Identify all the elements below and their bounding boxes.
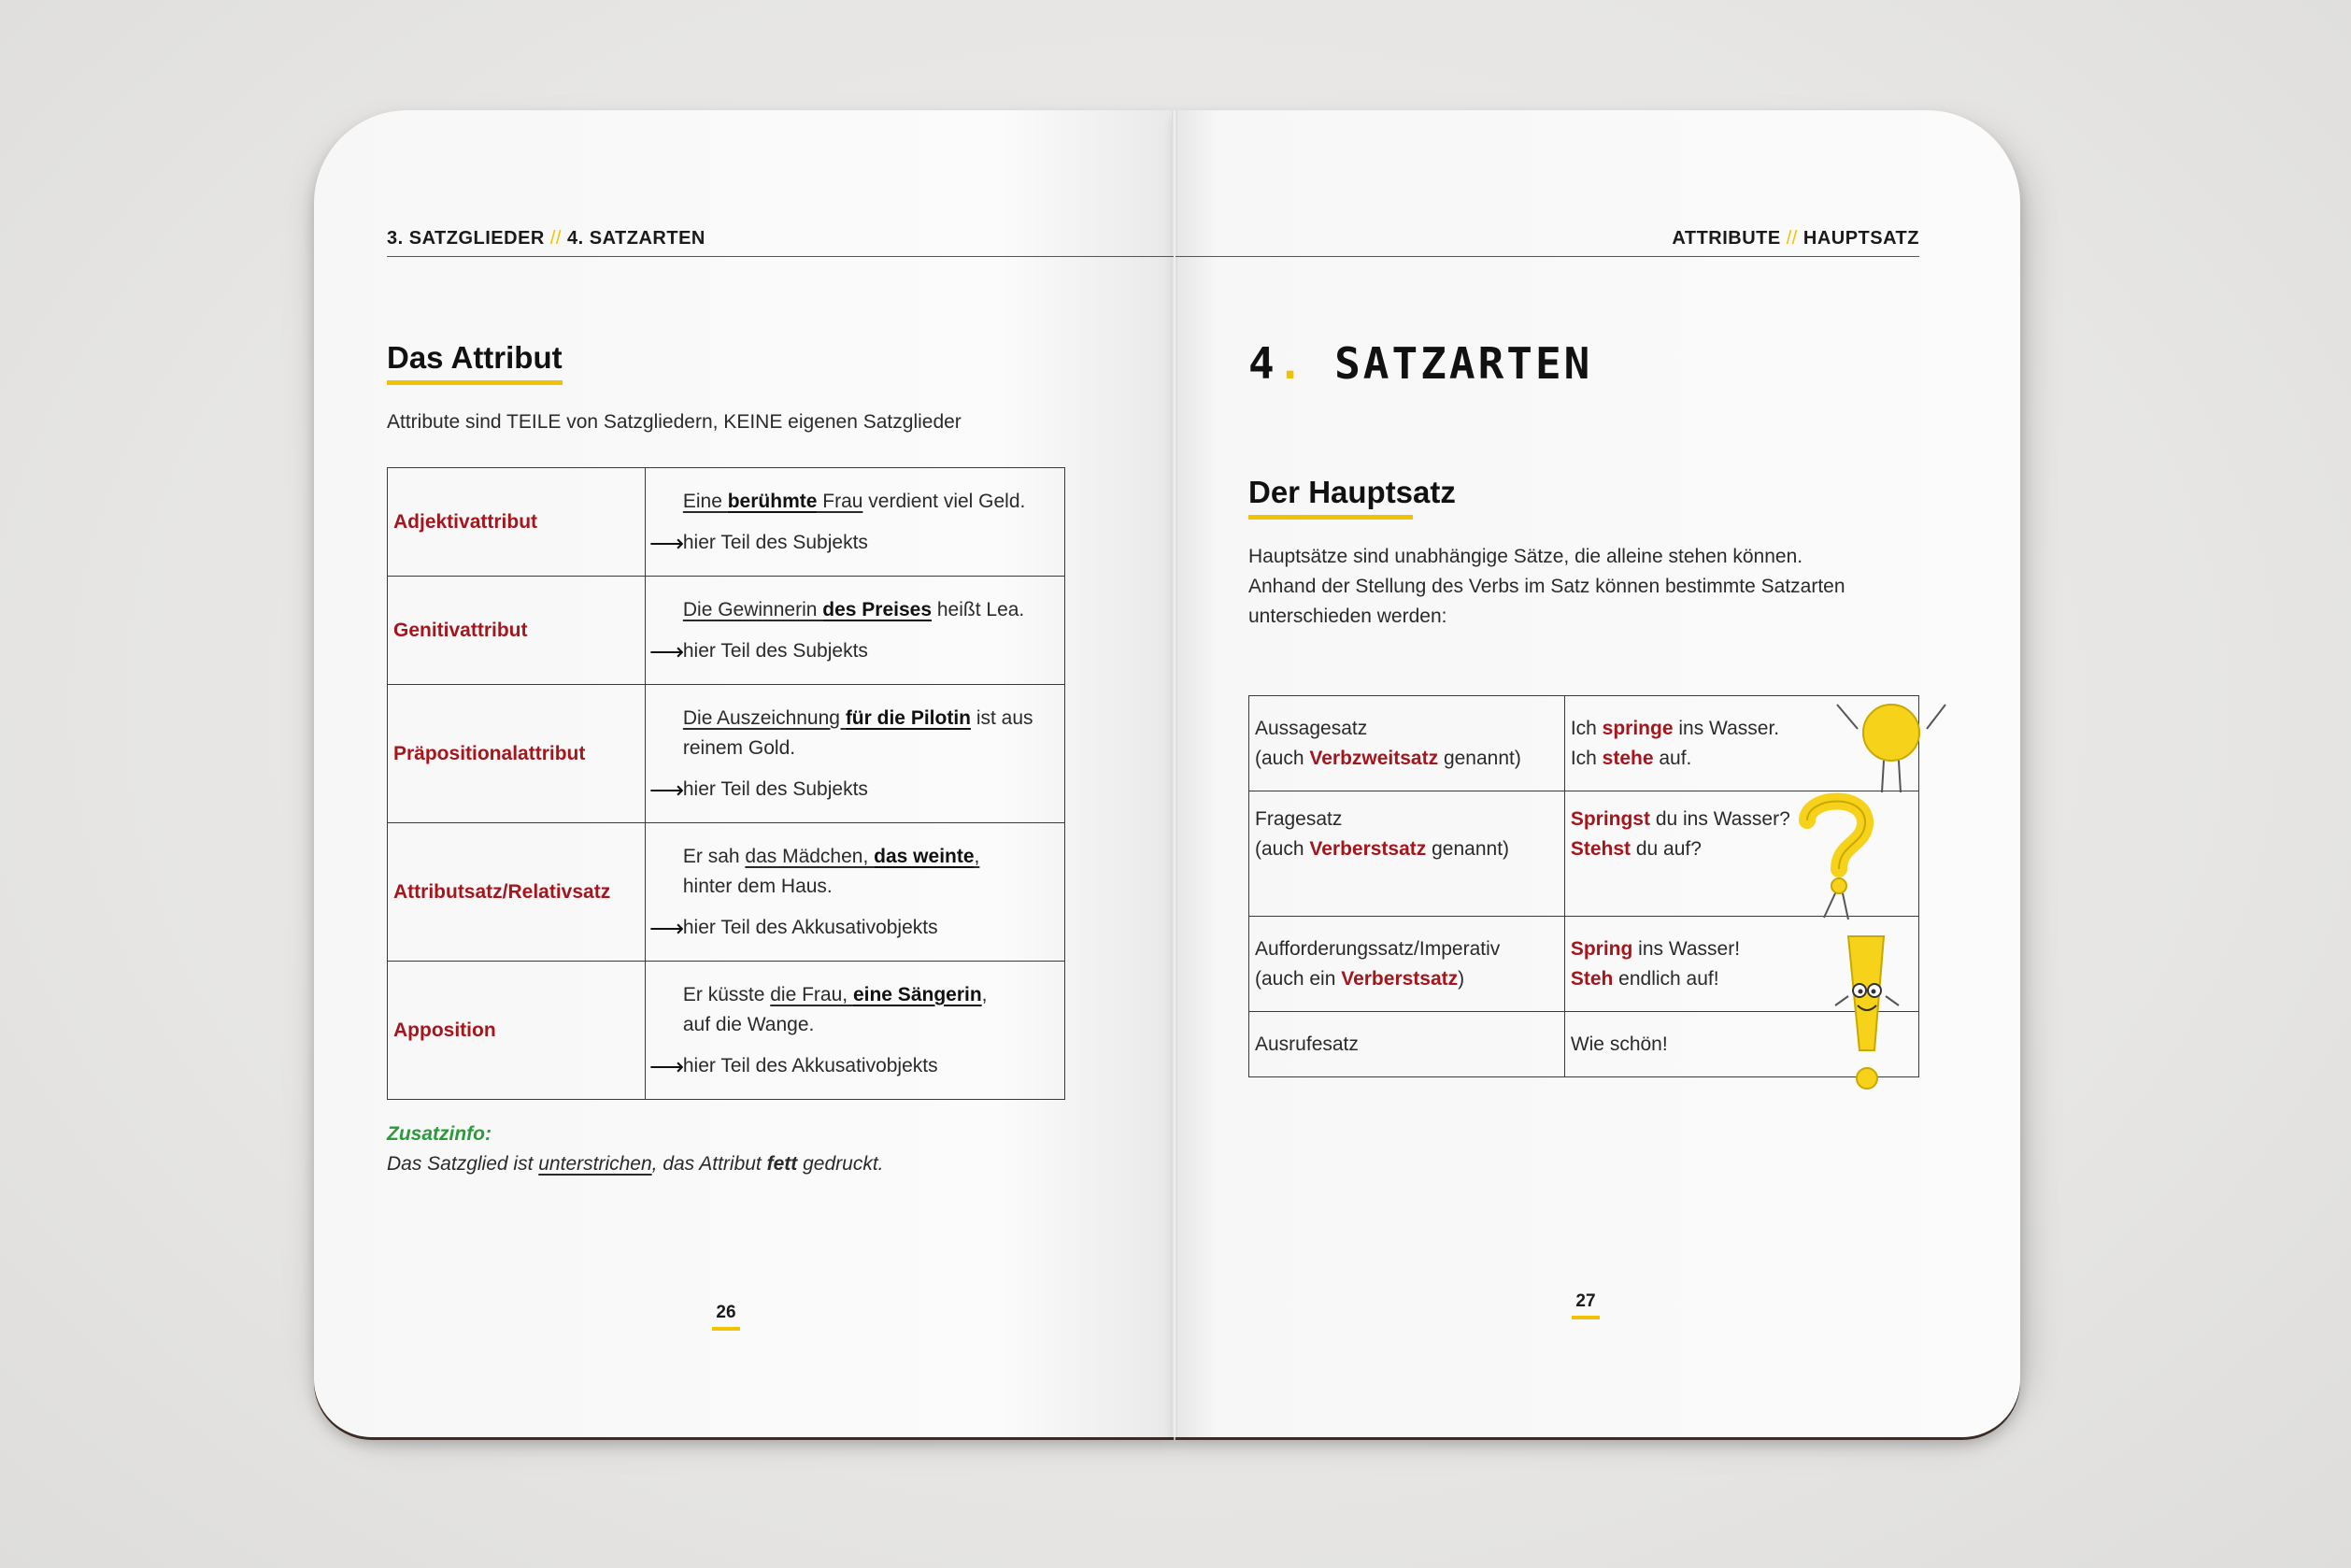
table-row bbox=[1249, 1012, 1919, 1077]
table-row bbox=[388, 468, 1065, 577]
row-label: Attributsatz/Relativsatz bbox=[388, 823, 646, 962]
running-head-separator: // bbox=[549, 228, 562, 249]
arrow-icon: ⟶ bbox=[648, 636, 685, 665]
row-name: Ausrufesatz bbox=[1249, 1012, 1565, 1077]
right-page-number: 27 bbox=[1572, 1291, 1600, 1319]
title-underline bbox=[387, 380, 563, 385]
left-intro: Attribute sind TEILE von Satzgliedern, KEINE eigenen Satzglieder bbox=[387, 411, 962, 433]
row-label: Adjektivattribut bbox=[388, 468, 646, 577]
section-title-text: Der Hauptsatz bbox=[1248, 475, 1456, 509]
row-name: Fragesatz (auch Verberstsatz genannt) bbox=[1249, 791, 1565, 917]
table-row bbox=[388, 685, 1065, 823]
table-row bbox=[388, 962, 1065, 1100]
table-row bbox=[388, 823, 1065, 962]
row-label: Präpositionalattribut bbox=[388, 685, 646, 823]
row-example: Die Gewinnerin des Preises heißt Lea. ⟶ hier Teil des Subjekts bbox=[645, 577, 1064, 685]
running-head-separator: // bbox=[1786, 228, 1798, 249]
arrow-icon: ⟶ bbox=[648, 528, 685, 557]
row-example: Eine berühmte Frau verdient viel Geld. ⟶ hier Teil des Subjekts bbox=[645, 468, 1064, 577]
row-name: Aufforderungssatz/Imperativ (auch ein Verberstsatz) bbox=[1249, 917, 1565, 1012]
row-example: Er sah das Mädchen, das weinte, hinter dem Haus. ⟶ hier Teil des Akkusativobjekts bbox=[645, 823, 1064, 962]
row-example: Die Auszeichnung für die Pilotin ist aus reinem Gold. ⟶ hier Teil des Subjekts bbox=[645, 685, 1064, 823]
zusatzinfo bbox=[387, 1119, 884, 1179]
table-row bbox=[388, 577, 1065, 685]
row-example: Spring ins Wasser! Steh endlich auf! bbox=[1564, 917, 1918, 1012]
running-head-part1: ATTRIBUTE bbox=[1672, 228, 1781, 249]
right-section-title bbox=[1248, 475, 1456, 510]
row-label: Apposition bbox=[388, 962, 646, 1100]
table-row bbox=[1249, 696, 1919, 791]
chapter-title: 4. SATZARTEN bbox=[1248, 338, 1593, 389]
zusatzinfo-text: Das Satzglied ist unterstrichen, das Attribut fett gedruckt. bbox=[387, 1153, 884, 1175]
title-underline bbox=[1248, 515, 1413, 520]
right-intro: Hauptsätze sind unabhängige Sätze, die alleine stehen können. Anhand der Stellung des Verbs im Satz können bestimmte Satzarten unterschieden werden: bbox=[1248, 546, 1845, 627]
running-head-part1: 3. SATZGLIEDER bbox=[387, 228, 545, 249]
sun-character-icon bbox=[1831, 695, 1953, 800]
row-name: Aussagesatz (auch Verbzweitsatz genannt) bbox=[1249, 696, 1565, 791]
row-example: Er küsste die Frau, eine Sängerin, auf die Wange. ⟶ hier Teil des Akkusativobjekts bbox=[645, 962, 1064, 1100]
arrow-icon: ⟶ bbox=[648, 1051, 685, 1080]
row-example: Wie schön! bbox=[1564, 1012, 1918, 1077]
left-running-head bbox=[387, 228, 705, 249]
arrow-icon: ⟶ bbox=[648, 913, 685, 942]
attribute-table bbox=[387, 467, 1065, 1100]
row-example: Ich springe ins Wasser. Ich stehe auf. bbox=[1564, 696, 1918, 791]
right-header-rule bbox=[1176, 256, 1919, 257]
right-running-head bbox=[1672, 228, 1919, 249]
running-head-part2: HAUPTSATZ bbox=[1802, 228, 1919, 249]
zusatzinfo-title: Zusatzinfo: bbox=[387, 1123, 492, 1145]
running-head-part2: 4. SATZARTEN bbox=[567, 228, 705, 249]
section-title-text: Das Attribut bbox=[387, 340, 563, 375]
book-gutter bbox=[1172, 110, 1177, 1437]
row-label: Genitivattribut bbox=[388, 577, 646, 685]
exclamation-mark-character-icon bbox=[1830, 931, 1904, 1095]
question-mark-character-icon bbox=[1787, 789, 1880, 925]
row-example: Springst du ins Wasser? Stehst du auf? bbox=[1564, 791, 1918, 917]
left-header-rule bbox=[387, 256, 1174, 257]
left-section-title bbox=[387, 340, 563, 376]
table-row bbox=[1249, 917, 1919, 1012]
left-page-number: 26 bbox=[712, 1303, 740, 1331]
arrow-icon: ⟶ bbox=[648, 775, 685, 804]
